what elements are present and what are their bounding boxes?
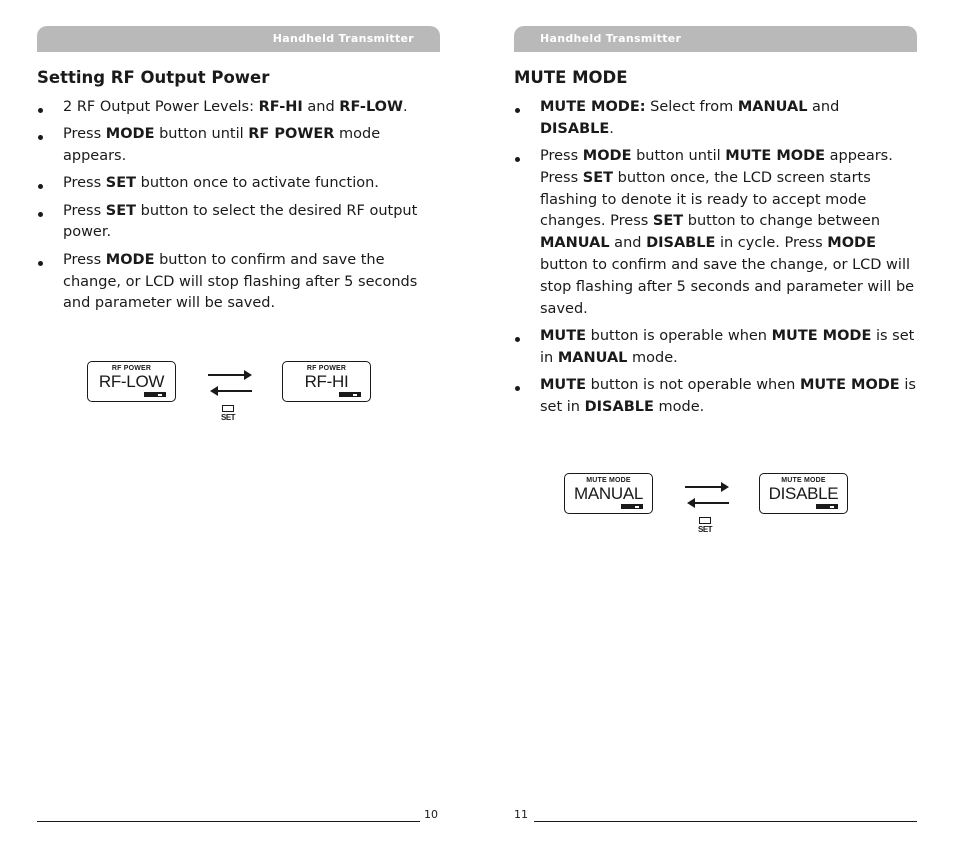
lcd-value: DISABLE [768,484,839,503]
lcd-label: MUTE MODE [781,477,826,484]
lcd-display-disable [759,473,848,514]
page-header: Handheld Transmitter [37,26,440,52]
set-key-label: SET [698,525,713,534]
lcd-value: RF-LOW [98,372,165,391]
footer-rule [37,821,420,822]
bullet-list [514,97,917,424]
page-number: 10 [424,808,438,821]
bullet-item: Press MODE button until MUTE MODE appears. Press SET button once, the LCD screen starts flashing to denote it is ready to accept mode changes. Press SET button to change between MANUAL and DISABLE in cycle. Press MODE button to confirm and save the change, or LCD will stop flashing after 5 seconds and parameter will be saved. [514,146,917,320]
lcd-display-manual [564,473,653,514]
battery-icon [144,392,166,397]
left-page [37,0,440,849]
toggle-arrows-icon [208,368,254,424]
page-number: 11 [514,808,528,821]
bullet-item: MUTE MODE: Select from MANUAL and DISABLE. [514,97,917,141]
bullet-item: Press SET button once to activate function. [37,173,440,195]
page-header: Handheld Transmitter [514,26,917,52]
battery-icon [339,392,361,397]
footer-rule [534,821,917,822]
toggle-arrows-icon [685,480,731,536]
bullet-item: 2 RF Output Power Levels: RF-HI and RF-LOW. [37,97,440,119]
right-page [514,0,917,849]
bullet-list [37,97,440,321]
lcd-label: RF POWER [111,365,152,372]
battery-icon [816,504,838,509]
section-title: MUTE MODE [514,68,628,87]
set-key-icon [222,405,236,425]
bullet-item: Press SET button to select the desired RF output power. [37,201,440,245]
lcd-label: RF POWER [306,365,347,372]
lcd-value: RF-HI [304,372,349,391]
set-key-label: SET [221,413,236,422]
set-key-icon [699,517,713,537]
lcd-label: MUTE MODE [586,477,631,484]
battery-icon [621,504,643,509]
bullet-item: Press MODE button to confirm and save the change, or LCD will stop flashing after 5 seconds and parameter will be saved. [37,250,440,315]
bullet-item: Press MODE button until RF POWER mode appears. [37,124,440,168]
lcd-value: MANUAL [573,484,644,503]
lcd-display-rf-hi [282,361,371,402]
bullet-item: MUTE button is operable when MUTE MODE is set in MANUAL mode. [514,326,917,370]
lcd-display-rf-low [87,361,176,402]
bullet-item: MUTE button is not operable when MUTE MODE is set in DISABLE mode. [514,375,917,419]
section-title: Setting RF Output Power [37,68,270,87]
